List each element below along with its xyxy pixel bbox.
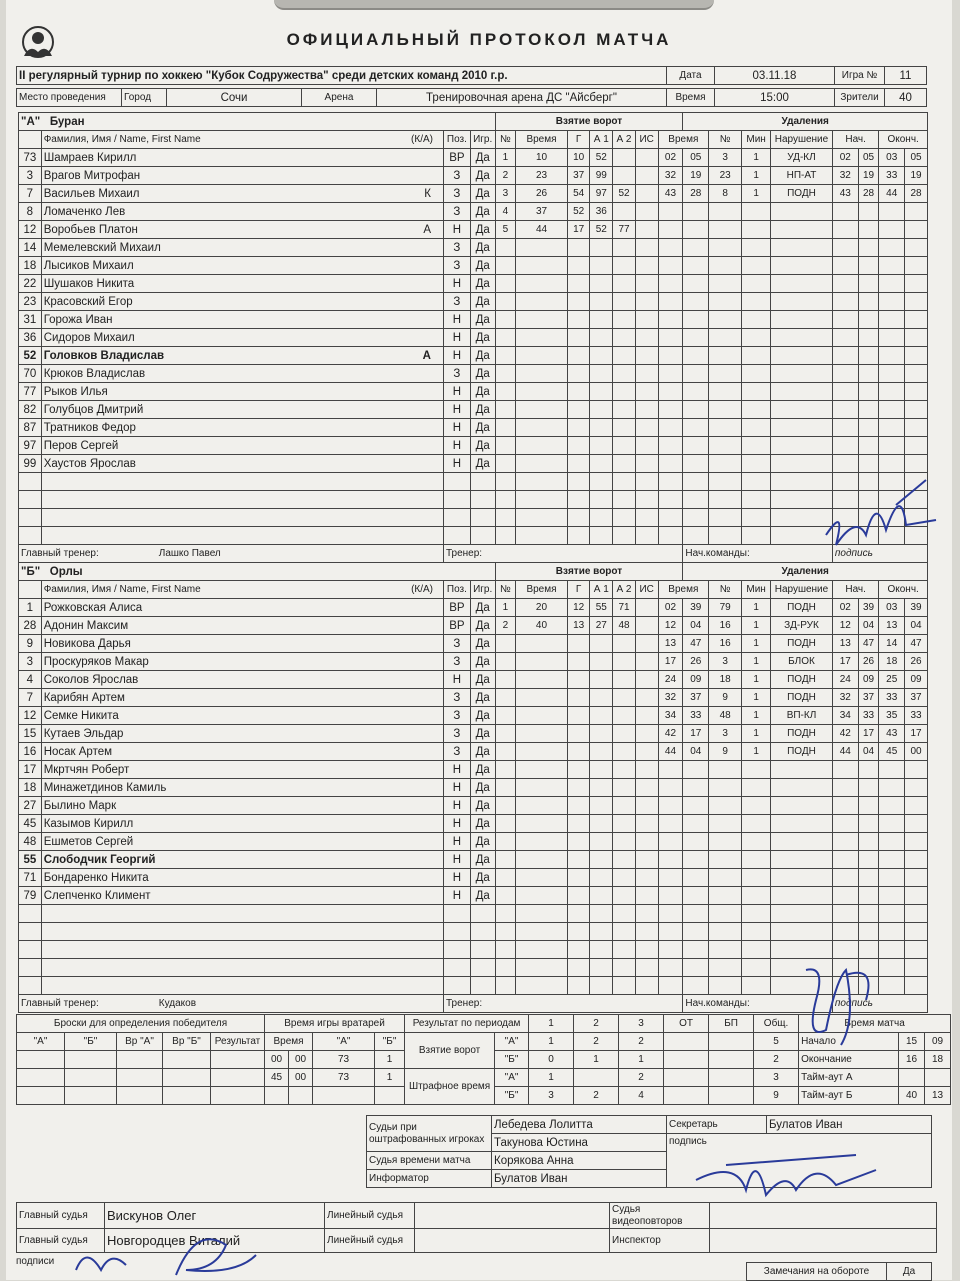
linesman-label-1: Линейный судья	[325, 1203, 415, 1229]
table-row	[19, 977, 928, 995]
table-row: 4 Соколов Ярослав Н Да 24 09 18 1 ПОДН 24 09 25 09	[19, 671, 928, 689]
venue-label: Место проведения	[17, 89, 122, 107]
player-name: Красовский Егор	[43, 295, 133, 308]
player-name: Крюков Владислав	[43, 367, 146, 380]
table-row: 52 Головков Владислав А Н Да	[19, 347, 928, 365]
player-name: Шушаков Никита	[43, 277, 135, 290]
table-row	[19, 941, 928, 959]
secretary-label: Секретарь	[667, 1116, 767, 1134]
venue-table	[16, 88, 927, 107]
head-ref-label-1: Главный судья	[17, 1203, 105, 1229]
table-row: 14 Мемелевский Михаил З Да	[19, 239, 928, 257]
game-number: 11	[885, 67, 927, 85]
head-ref-label-2: Главный судья	[17, 1229, 105, 1253]
match-info-table	[16, 66, 927, 85]
remarks-value: Да	[887, 1263, 932, 1281]
table-row: 45 Казымов Кирилл Н Да	[19, 815, 928, 833]
table-row: 99 Хаустов Ярослав Н Да	[19, 455, 928, 473]
player-name: Хаустов Ярослав	[43, 457, 136, 470]
table-row: 3 Проскуряков Макар З Да 17 26 3 1 БЛОК 17 26 18 26	[19, 653, 928, 671]
time-label: Время	[667, 89, 715, 107]
table-row	[19, 509, 928, 527]
team-b-section	[18, 562, 928, 1013]
table-row: 31 Горожа Иван Н Да	[19, 311, 928, 329]
player-name: Слепченко Климент	[43, 889, 151, 902]
player-name: Минажетдинов Камиль	[43, 781, 167, 794]
teamA-team-name: Буран	[49, 115, 85, 128]
time-value: 15:00	[715, 89, 835, 107]
player-name: Новикова Дарья	[43, 637, 131, 650]
player-name: Ломаченко Лев	[43, 205, 126, 218]
player-name: Голубцов Дмитрий	[43, 403, 144, 416]
timekeeper-name: Корякова Анна	[492, 1152, 667, 1170]
signatures-label: подписи	[16, 1256, 55, 1267]
player-name: Шамраев Кирилл	[43, 151, 137, 164]
player-name: Проскуряков Макар	[43, 655, 149, 668]
table-row	[19, 905, 928, 923]
summary-table: Броски для определения победителя Время игры вратарей Результат по периодам 1 2 3 ОТ БП Общ. Время матча "А" "Б" Вр "А" Вр "Б" Результат Время "А" "Б" Взятие ворот "А" 1 2 2 5 Начало 15 09 00 00 73 1 "Б" 0 1 1 2 Окончание 16 18 45 00 73 1 Штрафное время "А" 1 2 3 Тайм-аут А "Б" 3 2 4 9 Тайм-аут Б 40 13	[16, 1014, 951, 1105]
clipboard-clip	[274, 0, 714, 10]
player-name: Мкртчян Роберт	[43, 763, 130, 776]
remarks-table	[746, 1262, 932, 1281]
table-row: 7 Карибян Артем З Да 32 37 9 1 ПОДН 32 37 33 37	[19, 689, 928, 707]
table-row: 12 Семке Никита З Да 34 33 48 1 ВП-КЛ 34 33 35 33	[19, 707, 928, 725]
table-row	[19, 491, 928, 509]
inspector-label: Инспектор	[610, 1229, 710, 1253]
player-name: Рожковская Алиса	[43, 601, 143, 614]
table-row: 22 Шушаков Никита Н Да	[19, 275, 928, 293]
teamB-team-name: Орлы	[49, 565, 83, 578]
table-row: 3 Врагов Митрофан З Да 2 23 37 99 32 19 23 1 НП-АТ 32 19 33 19	[19, 167, 928, 185]
player-name: Лысиков Михаил	[43, 259, 134, 272]
table-row: 70 Крюков Владислав З Да	[19, 365, 928, 383]
player-name: Бондаренко Никита	[43, 871, 149, 884]
table-row	[19, 527, 928, 545]
player-name: Мемелевский Михаил	[43, 241, 161, 254]
referees-table	[16, 1202, 937, 1253]
player-name: Кутаев Эльдар	[43, 727, 124, 740]
table-row: 36 Сидоров Михаил Н Да	[19, 329, 928, 347]
teamB-roster-table: "Б" Орлы Взятие ворот Удаления Фамилия, Имя / Name, First Name (К/А) Поз. Игр. № Время Г А 1 А 2 ИС Время № Мин Нарушение Нач. Оконч. 1 Рожковская Алиса ВР Да 1 20 12 55 71 02 39 79 1 ПОДН 02 39 03 39 28 Адонин Максим ВР Да 2 40 13 27 48 12 04 16 1 ЗД-РУК 12 04 13 04 9 Новикова Дарья З Да 13 47 16 1 ПОДН 13 47 14 47 3 Проскуряков Макар З Да 17 26 3 1 БЛОК 17 26 18 26 4 Соколов Ярослав Н Да 24 09 18 1 ПОДН 24 09 25 09 7 Карибян Артем З Да 32 37 9 1 ПОДН 32 37 33 37 12 Семке Никита З Да 34 33 48 1 ВП-КЛ 34 33 35 33 15 Кутаев Эльдар З Да 42 17 3 1 ПОДН 42 17 43 17 16 Носак Артем З Да 44 04 9 1 ПОДН 44 04 45 00 17 Мкртчян Роберт Н Да 18 Минажетдинов Камиль Н Да 27 Былино Марк Н Да 45 Казымов Кирилл Н Да 48 Ешметов Сергей Н Да 55 Слободчик Георгий Н Да 71 Бондаренко Никита Н Да 79 Слепченко Климент Н Да Главный тренер: Кудаков Тренер: Нач.команды: подпись	[18, 562, 928, 1013]
table-row: 15 Кутаев Эльдар З Да 42 17 3 1 ПОДН 42 17 43 17	[19, 725, 928, 743]
table-row	[19, 923, 928, 941]
table-row	[19, 959, 928, 977]
player-name: Головков Владислав	[43, 349, 165, 362]
table-row	[19, 473, 928, 491]
penalty-judge-1: Лебедева Лолитта	[492, 1116, 667, 1134]
team-a-section	[18, 112, 928, 563]
player-name: Рыков Илья	[43, 385, 108, 398]
teamA-coach: Лашко Павел	[158, 547, 221, 559]
penalty-judges-label: Судьи при оштрафованных игроках	[367, 1116, 492, 1152]
table-row: 71 Бондаренко Никита Н Да	[19, 869, 928, 887]
table-row: 55 Слободчик Георгий Н Да	[19, 851, 928, 869]
linesman-label-2: Линейный судья	[325, 1229, 415, 1253]
table-row: 1 Рожковская Алиса ВР Да 1 20 12 55 71 02 39 79 1 ПОДН 02 39 03 39	[19, 599, 928, 617]
player-name: Карибян Артем	[43, 691, 125, 704]
date-label: Дата	[667, 67, 715, 85]
video-ref-label: Судья видеоповторов	[610, 1203, 710, 1229]
penalty-judge-2: Такунова Юстина	[492, 1134, 667, 1152]
table-row: 12 Воробьев Платон А Н Да 5 44 17 52 77	[19, 221, 928, 239]
player-name: Перов Сергей	[43, 439, 119, 452]
table-row: 82 Голубцов Дмитрий Н Да	[19, 401, 928, 419]
table-row: 87 Тратников Федор Н Да	[19, 419, 928, 437]
table-row: 18 Лысиков Михаил З Да	[19, 257, 928, 275]
officials-table	[366, 1115, 932, 1188]
table-row: 9 Новикова Дарья З Да 13 47 16 1 ПОДН 13 47 14 47	[19, 635, 928, 653]
player-name: Сидоров Михаил	[43, 331, 135, 344]
table-row: 77 Рыков Илья Н Да	[19, 383, 928, 401]
player-name: Воробьев Платон	[43, 223, 138, 236]
table-row: 16 Носак Артем З Да 44 04 9 1 ПОДН 44 04 45 00	[19, 743, 928, 761]
player-name: Адонин Максим	[43, 619, 129, 632]
informer-label: Информатор	[367, 1170, 492, 1188]
teamA-roster-table: "А" Буран Взятие ворот Удаления Фамилия, Имя / Name, First Name (К/А) Поз. Игр. № Время Г А 1 А 2 ИС Время № Мин Нарушение Нач. Оконч. 73 Шамраев Кирилл ВР Да 1 10 10 52 02 05 3 1 УД-КЛ 02 05 03 05 3 Врагов Митрофан З Да 2 23 37 99 32 19 23 1 НП-АТ 32 19 33 19 7 Васильев Михаил К З Да 3 26 54 97 52 43 28 8 1 ПОДН 43 28 44 28 8 Ломаченко Лев З Да 4 37 52 36 12 Воробьев Платон А Н Да 5 44 17 52 77 14 Мемелевский Михаил З Да 18 Лысиков Михаил З Да 22 Шушаков Никита Н Да 23 Красовский Егор З Да 31 Горожа Иван Н Да 36 Сидоров Михаил Н Да 52 Головков Владислав А Н Да 70 Крюков Владислав З Да 77 Рыков Илья Н Да 82 Голубцов Дмитрий Н Да 87 Тратников Федор Н Да 97 Перов Сергей Н Да 99 Хаустов Ярослав Н Да Главный тренер: Лашко Павел Тренер: Нач.команды: подпись	[18, 112, 928, 563]
city-value: Сочи	[167, 89, 302, 107]
table-row: 8 Ломаченко Лев З Да 4 37 52 36	[19, 203, 928, 221]
table-row: 23 Красовский Егор З Да	[19, 293, 928, 311]
player-name: Горожа Иван	[43, 313, 113, 326]
player-name: Семке Никита	[43, 709, 119, 722]
table-row: 48 Ешметов Сергей Н Да	[19, 833, 928, 851]
table-row: 27 Былино Марк Н Да	[19, 797, 928, 815]
arena-value: Тренировочная арена ДС "Айсберг"	[377, 89, 667, 107]
tournament-name: II регулярный турнир по хоккею "Кубок Содружества" среди детских команд 2010 г.р.	[17, 67, 667, 85]
head-ref-2: Новгородцев Виталий	[105, 1229, 325, 1253]
secretary-name: Булатов Иван	[767, 1116, 932, 1134]
table-row: 28 Адонин Максим ВР Да 2 40 13 27 48 12 04 16 1 ЗД-РУК 12 04 13 04	[19, 617, 928, 635]
city-label: Город	[122, 89, 167, 107]
teamB-coach: Кудаков	[158, 997, 197, 1009]
player-name: Казымов Кирилл	[43, 817, 134, 830]
player-name: Тратников Федор	[43, 421, 136, 434]
player-name: Соколов Ярослав	[43, 673, 139, 686]
player-name: Носак Артем	[43, 745, 113, 758]
timekeeper-label: Судья времени матча	[367, 1152, 492, 1170]
spectators-value: 40	[885, 89, 927, 107]
table-row: 97 Перов Сергей Н Да	[19, 437, 928, 455]
player-name: Слободчик Георгий	[43, 853, 156, 866]
player-name: Васильев Михаил	[43, 187, 140, 200]
table-row: 79 Слепченко Климент Н Да	[19, 887, 928, 905]
spectators-label: Зрители	[835, 89, 885, 107]
informer-name: Булатов Иван	[492, 1170, 667, 1188]
date-value: 03.11.18	[715, 67, 835, 85]
secretary-signature-label: подпись	[667, 1134, 932, 1188]
arena-label: Арена	[302, 89, 377, 107]
table-row: 17 Мкртчян Роберт Н Да	[19, 761, 928, 779]
player-name: Ешметов Сергей	[43, 835, 134, 848]
table-row: 18 Минажетдинов Камиль Н Да	[19, 779, 928, 797]
game-label: Игра №	[835, 67, 885, 85]
table-row: 73 Шамраев Кирилл ВР Да 1 10 10 52 02 05 3 1 УД-КЛ 02 05 03 05	[19, 149, 928, 167]
remarks-label: Замечания на обороте	[747, 1263, 887, 1281]
table-row: 7 Васильев Михаил К З Да 3 26 54 97 52 43 28 8 1 ПОДН 43 28 44 28	[19, 185, 928, 203]
head-ref-1: Вискунов Олег	[105, 1203, 325, 1229]
player-name: Былино Марк	[43, 799, 117, 812]
protocol-sheet	[6, 0, 952, 1280]
player-name: Врагов Митрофан	[43, 169, 141, 182]
page-title: ОФИЦИАЛЬНЫЙ ПРОТОКОЛ МАТЧА	[286, 30, 672, 49]
